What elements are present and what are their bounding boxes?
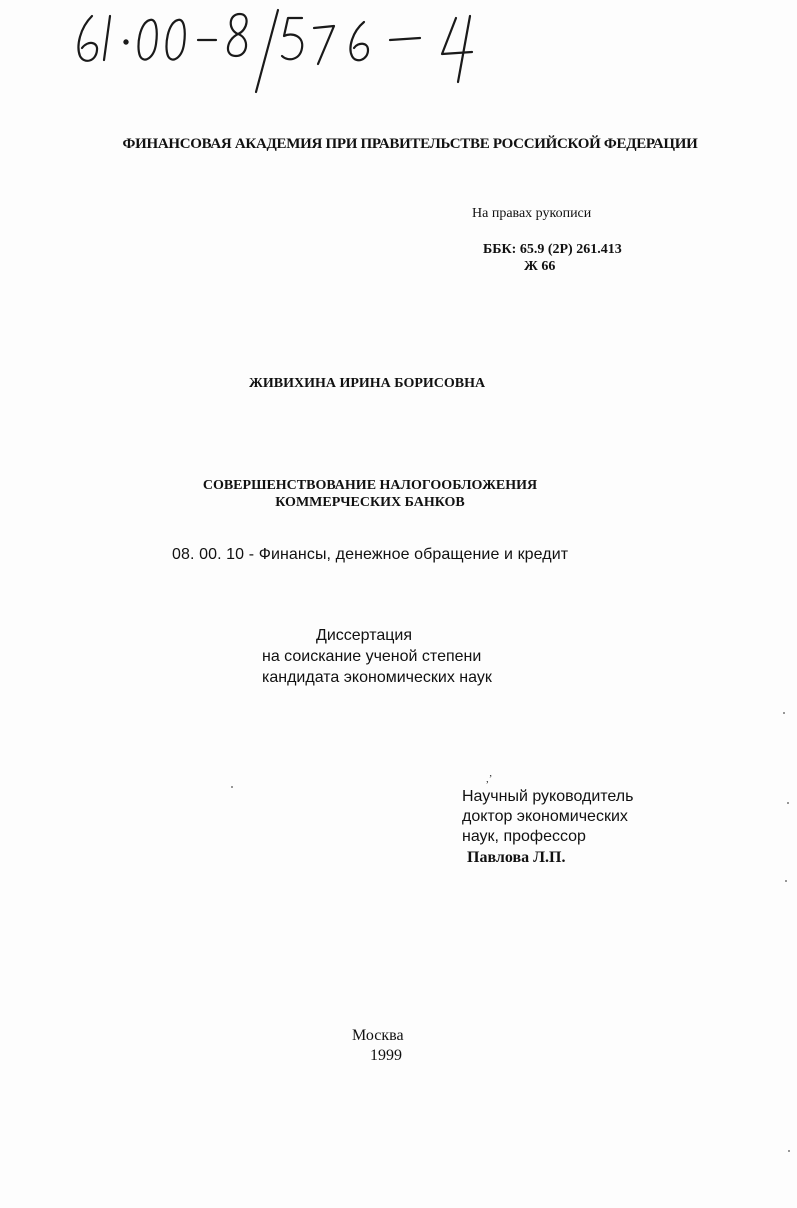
scan-speck xyxy=(785,880,787,882)
thesis-title-line-2: КОММЕРЧЕСКИХ БАНКОВ xyxy=(275,495,465,510)
advisor-role: Научный руководитель xyxy=(462,788,634,805)
degree-heading: Диссертация xyxy=(316,627,413,644)
year: 1999 xyxy=(370,1047,402,1064)
bbk-author-mark: Ж 66 xyxy=(524,259,556,274)
handwritten-archive-number xyxy=(70,4,510,94)
scan-mark: ,’ xyxy=(486,773,493,785)
scan-speck xyxy=(231,786,233,788)
institution-name: ФИНАНСОВАЯ АКАДЕМИЯ ПРИ ПРАВИТЕЛЬСТВЕ РОССИЙСКОЙ ФЕДЕРАЦИИ xyxy=(122,136,698,152)
scan-speck xyxy=(783,712,785,714)
degree-line-2: на соискание ученой степени xyxy=(262,648,482,665)
manuscript-rights-note: На правах рукописи xyxy=(472,206,592,221)
advisor-title: наук, профессор xyxy=(462,828,586,845)
bbk-classification: ББК: 65.9 (2Р) 261.413 xyxy=(483,242,622,257)
city: Москва xyxy=(352,1027,404,1044)
degree-line-3: кандидата экономических наук xyxy=(262,669,492,686)
specialty-code: 08. 00. 10 - Финансы, денежное обращение и кредит xyxy=(172,546,569,563)
scan-speck xyxy=(787,802,789,804)
scan-speck xyxy=(788,1150,790,1152)
advisor-degree: доктор экономических xyxy=(462,808,628,825)
handwritten-code-text: 61·00-8/576-4 xyxy=(70,4,76,5)
thesis-title-line-1: СОВЕРШЕНСТВОВАНИЕ НАЛОГООБЛОЖЕНИЯ xyxy=(202,478,538,493)
advisor-name: Павлова Л.П. xyxy=(467,849,566,866)
author-name: ЖИВИХИНА ИРИНА БОРИСОВНА xyxy=(249,376,486,391)
